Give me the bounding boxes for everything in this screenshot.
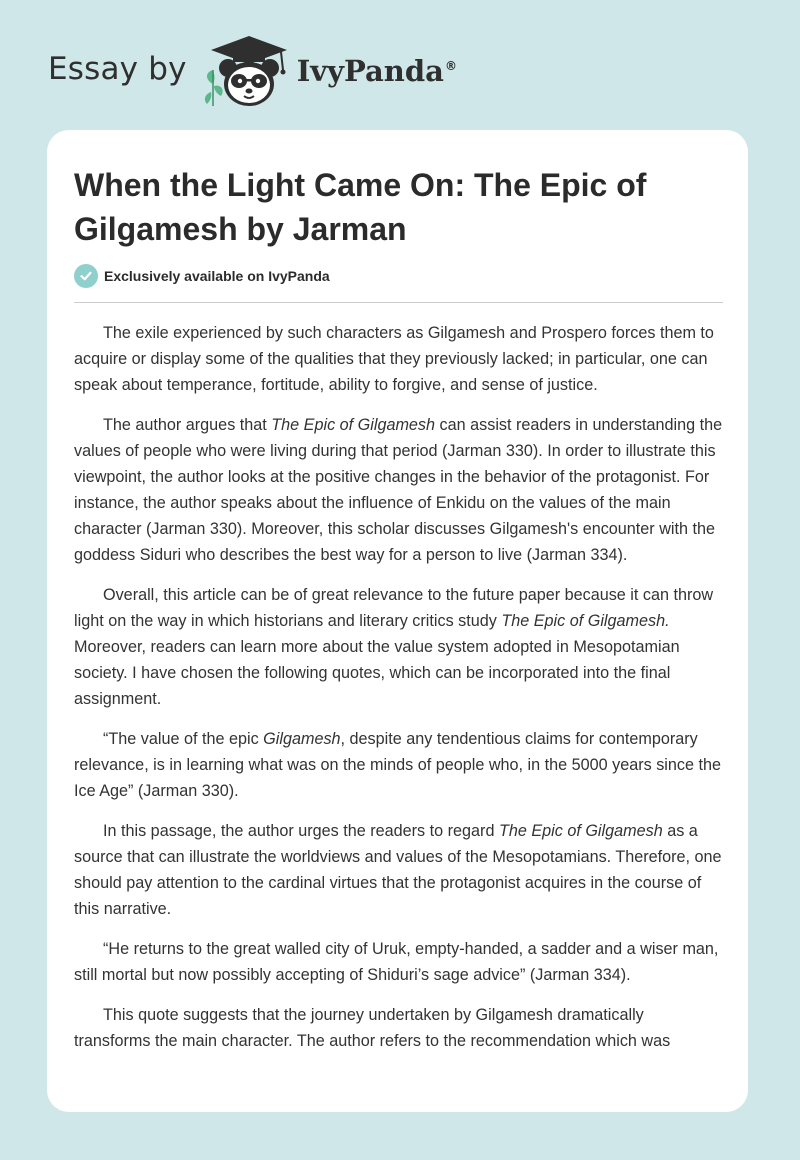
paragraph-text: This quote suggests that the journey undertaken by Gilgamesh dramatically transforms the main character. The author refers to the recommendation which was: [74, 1006, 671, 1050]
essay-paragraph: [74, 818, 723, 922]
paragraph-text: In this passage, the author urges the readers to regard: [103, 822, 499, 840]
registered-mark: ®: [444, 59, 457, 74]
paragraph-text: Overall, this article can be of great relevance to the future paper because it can throw light on the way in which historians and literary critics study: [74, 586, 714, 630]
paragraph-text: as a source that can illustrate the worldviews and values of the Mesopotamians. Therefore, one should pay attention to the cardinal virtues that the protagonist acquires in the course of this narrative.: [74, 822, 722, 918]
exclusive-badge: [74, 264, 330, 288]
essay-paragraph: [74, 412, 723, 568]
paragraph-text: “He returns to the great walled city of Uruk, empty-handed, a sadder and a wiser man, still mortal but now possibly accepting of Shiduri’s sage advice” (Jarman 334).: [74, 940, 719, 984]
essay-title: When the Light Came On: The Epic of Gilgamesh by Jarman: [74, 167, 647, 247]
paragraph-text: “The value of the epic: [103, 730, 264, 748]
essay-paragraph: [74, 320, 723, 398]
paragraph-text: Moreover, readers can learn more about the value system adopted in Mesopotamian society. I have chosen the following quotes, which can be incorporated into the final assignment.: [74, 638, 680, 708]
italic-title-text: The Epic of Gilgamesh: [271, 416, 436, 434]
essay-paragraph: [74, 726, 723, 804]
brand-prefix: Essay by: [48, 51, 187, 87]
check-icon: [74, 264, 98, 288]
brand-name[interactable]: [297, 54, 457, 88]
paragraph-text: The exile experienced by such characters as Gilgamesh and Prospero forces them to acquire or display some of the qualities that they previously lacked; in particular, one can speak about temperance, fortitude, ability to forgive, and sense of justice.: [74, 324, 714, 394]
paragraph-text: , despite any tendentious claims for contemporary relevance, is in learning what was on the minds of people who, in the 5000 years since the Ice Age” (Jarman 330).: [74, 730, 721, 800]
paragraph-text: can assist readers in understanding the values of people who were living during that period (Jarman 330). In order to illustrate this viewpoint, the author looks at the positive changes in the behavior of the protagonist. For instance, the author speaks about the influence of Enkidu on the values of the main character (Jarman 330). Moreover, this scholar discusses Gilgamesh's encounter with the goddess Siduri who describes the best way for a person to live (Jarman 334).: [74, 416, 723, 564]
exclusive-label: Exclusively available on IvyPanda: [104, 268, 330, 284]
brand-name-text: IvyPanda: [296, 54, 444, 88]
essay-body: [74, 320, 723, 1068]
divider: [74, 302, 723, 303]
site-header: [48, 34, 457, 108]
essay-paragraph: [74, 936, 723, 988]
essay-card: [47, 130, 748, 1112]
paragraph-text: The author argues that: [103, 416, 272, 434]
italic-title-text: The Epic of Gilgamesh.: [501, 612, 670, 630]
graduation-panda-icon[interactable]: [201, 34, 293, 108]
italic-title-text: The Epic of Gilgamesh: [498, 822, 663, 840]
essay-paragraph: [74, 1002, 723, 1054]
italic-title-text: Gilgamesh: [263, 730, 341, 748]
essay-paragraph: [74, 582, 723, 712]
